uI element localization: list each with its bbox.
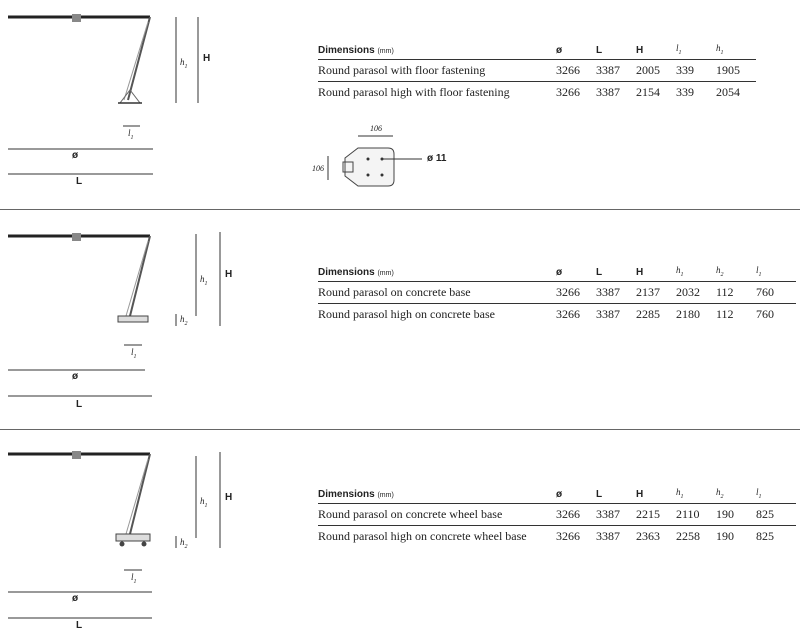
dimensions-table-concrete-wheel-base xyxy=(318,484,796,547)
col-diameter: ø xyxy=(556,484,596,504)
cell: 339 xyxy=(676,60,716,82)
col-length: L xyxy=(596,262,636,282)
col-h1: $h_1$ xyxy=(716,40,756,60)
section-concrete-wheel-base xyxy=(0,430,800,635)
plate-width-label: 106 xyxy=(370,124,382,133)
cell: 3387 xyxy=(596,85,620,99)
cell: 2137 xyxy=(636,282,676,304)
section-concrete-base xyxy=(0,210,800,429)
row-name: Round parasol high on concrete base xyxy=(318,307,495,321)
parasol-drawing-concrete-wheel-base xyxy=(0,430,320,635)
cell: 339 xyxy=(676,85,694,99)
cell: 2005 xyxy=(636,60,676,82)
cell: 112 xyxy=(716,282,756,304)
cell: 3387 xyxy=(596,529,620,543)
col-h2: $h_2$ xyxy=(716,484,756,504)
col-height: H xyxy=(636,484,676,504)
H-dimension-label: H xyxy=(225,492,233,503)
cell: 2054 xyxy=(716,85,740,99)
cell: 3266 xyxy=(556,529,580,543)
row-name: Round parasol high with floor fastening xyxy=(318,85,510,99)
h1-dimension-label: $h_1$ xyxy=(180,57,188,70)
dimensions-title: Dimensions (mm) xyxy=(318,40,556,60)
cell: 3266 xyxy=(556,307,580,321)
row-name: Round parasol with floor fastening xyxy=(318,60,556,82)
hole-diameter-label: ø 11 xyxy=(427,153,447,164)
col-l1: $l_1$ xyxy=(676,40,716,60)
l1-dimension-label: $l_1$ xyxy=(131,572,137,585)
col-length: L xyxy=(596,40,636,60)
cell: 3387 xyxy=(596,307,620,321)
diameter-dimension-label: ø xyxy=(72,593,79,604)
cell: 3387 xyxy=(596,282,636,304)
col-diameter: ø xyxy=(556,40,596,60)
cell: 2180 xyxy=(676,307,700,321)
row-name: Round parasol on concrete wheel base xyxy=(318,504,556,526)
cell: 825 xyxy=(756,504,796,526)
cell: 2154 xyxy=(636,85,660,99)
table-row xyxy=(318,282,796,304)
l1-dimension-label: $l_1$ xyxy=(131,347,137,360)
dimensions-title: Dimensions (mm) xyxy=(318,484,556,504)
dimensions-table-concrete-base xyxy=(318,262,796,325)
cell: 3266 xyxy=(556,282,596,304)
plate-height-label: 106 xyxy=(312,164,324,173)
table-row xyxy=(318,526,796,548)
cell: 1905 xyxy=(716,60,756,82)
H-dimension-label: H xyxy=(203,53,211,64)
col-diameter: ø xyxy=(556,262,596,282)
col-h2: $h_2$ xyxy=(716,262,756,282)
cell: 825 xyxy=(756,529,774,543)
cell: 2032 xyxy=(676,282,716,304)
table-row xyxy=(318,304,796,326)
cell: 190 xyxy=(716,504,756,526)
H-dimension-label: H xyxy=(225,269,233,280)
cell: 760 xyxy=(756,282,796,304)
row-name: Round parasol on concrete base xyxy=(318,282,556,304)
parasol-drawing-concrete-base xyxy=(0,210,320,429)
cell: 3266 xyxy=(556,60,596,82)
cell: 2258 xyxy=(676,529,700,543)
diameter-dimension-label: ø xyxy=(72,371,79,382)
dimensions-title: Dimensions (mm) xyxy=(318,262,556,282)
length-dimension-label: L xyxy=(76,399,83,410)
col-l1: $l_1$ xyxy=(756,262,796,282)
cell: 2363 xyxy=(636,529,660,543)
col-height: H xyxy=(636,262,676,282)
fastening-plate-drawing xyxy=(0,0,800,209)
cell: 2110 xyxy=(676,504,716,526)
length-dimension-label: L xyxy=(76,620,83,631)
section-floor-fastening xyxy=(0,0,800,209)
row-name: Round parasol high on concrete wheel base xyxy=(318,529,527,543)
cell: 2215 xyxy=(636,504,676,526)
table-header-row xyxy=(318,484,796,504)
col-h1: $h_1$ xyxy=(676,262,716,282)
cell: 760 xyxy=(756,307,774,321)
cell: 3387 xyxy=(596,504,636,526)
cell: 3266 xyxy=(556,85,580,99)
cell: 112 xyxy=(716,307,734,321)
h2-dimension-label: $h_2$ xyxy=(180,537,188,550)
table-row xyxy=(318,504,796,526)
cell: 3266 xyxy=(556,504,596,526)
table-header-row xyxy=(318,262,796,282)
h1-dimension-label: $h_1$ xyxy=(200,274,208,287)
col-l1: $l_1$ xyxy=(756,484,796,504)
cell: 2285 xyxy=(636,307,660,321)
col-height: H xyxy=(636,40,676,60)
l1-dimension-label: $l_1$ xyxy=(128,128,134,141)
diameter-dimension-label: ø xyxy=(72,150,79,161)
cell: 190 xyxy=(716,529,734,543)
col-h1: $h_1$ xyxy=(676,484,716,504)
length-dimension-label: L xyxy=(76,176,83,187)
col-length: L xyxy=(596,484,636,504)
h2-dimension-label: $h_2$ xyxy=(180,314,188,327)
cell: 3387 xyxy=(596,60,636,82)
h1-dimension-label: $h_1$ xyxy=(200,496,208,509)
